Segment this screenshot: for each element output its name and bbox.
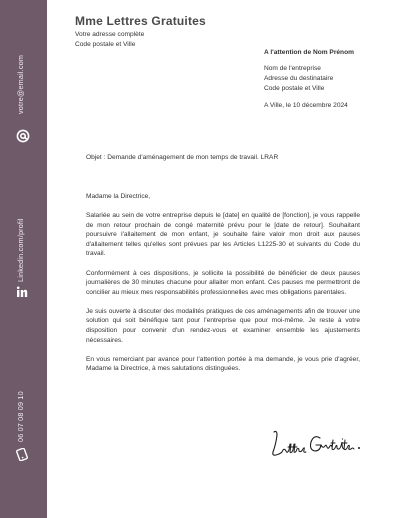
recipient-company: Nom de l'entreprise (264, 65, 321, 72)
letter-subject: Objet : Demande d'aménagement de mon temps de travail. LRAR (86, 154, 279, 161)
sender-city: Code postale et Ville (75, 41, 136, 48)
sender-address: Votre adresse complète (75, 31, 145, 38)
body-paragraph-3: Je suis ouverte à discuter des modalités pratiques de ces aménagements afin de trouver une solution qui soit bénéfique tant pour l'entreprise que pour moi-même. Je reste à votre disposition pour convenir d'un rendez-vous et examiner ensemble les ajustements nécessaires. (86, 307, 360, 344)
letter-body (86, 192, 360, 383)
body-paragraph-2: Conformément à ces dispositions, je sollicite la possibilité de bénéficier de deux pauses journalières de 30 minutes chacune pour allaiter mon enfant. Ces pauses me permettront de concilier au mieux mes responsabilités professionnelles avec mes obligations parentales. (86, 269, 360, 296)
linkedin-text: Linkedin.com/profil (16, 218, 25, 282)
phone-icon (16, 448, 28, 466)
linkedin-icon (16, 285, 28, 303)
at-icon (16, 129, 30, 148)
contact-sidebar (0, 0, 47, 518)
sender-name: Mme Lettres Gratuites (75, 14, 206, 28)
recipient-title: A l'attention de Nom Prénom (264, 49, 354, 56)
sender-address-block (75, 30, 144, 50)
salutation: Madame la Directrice, (86, 193, 151, 200)
phone-text: 06 07 08 09 10 (16, 391, 25, 442)
letter-date: A Ville, le 10 décembre 2024 (264, 102, 348, 109)
recipient-city: Code postale et Ville (264, 85, 325, 92)
recipient-block (264, 48, 354, 94)
body-paragraph-4: En vous remerciant par avance pour l'attention portée à ma demande, je vous prie d'agréer, Madame la Directrice, à mes salutations distinguées. (86, 355, 360, 373)
handwritten-signature (268, 428, 368, 464)
body-paragraph-1: Salariée au sein de votre entreprise depuis le [date] en qualité de [fonction], je vous rappelle de mon retour prochain de congé maternité prévu pour le [date de retour]. Souhaitant poursuivre l'allaitement de mon enfant, je souhaite faire valoir mon droit aux pauses d'allaitement telles qu'elles sont prévues par les Articles L1225-30 et suivants du Code du travail. (86, 212, 360, 258)
recipient-address: Adresse du destinataire (264, 75, 334, 82)
email-text: votre@email.com (16, 54, 25, 114)
